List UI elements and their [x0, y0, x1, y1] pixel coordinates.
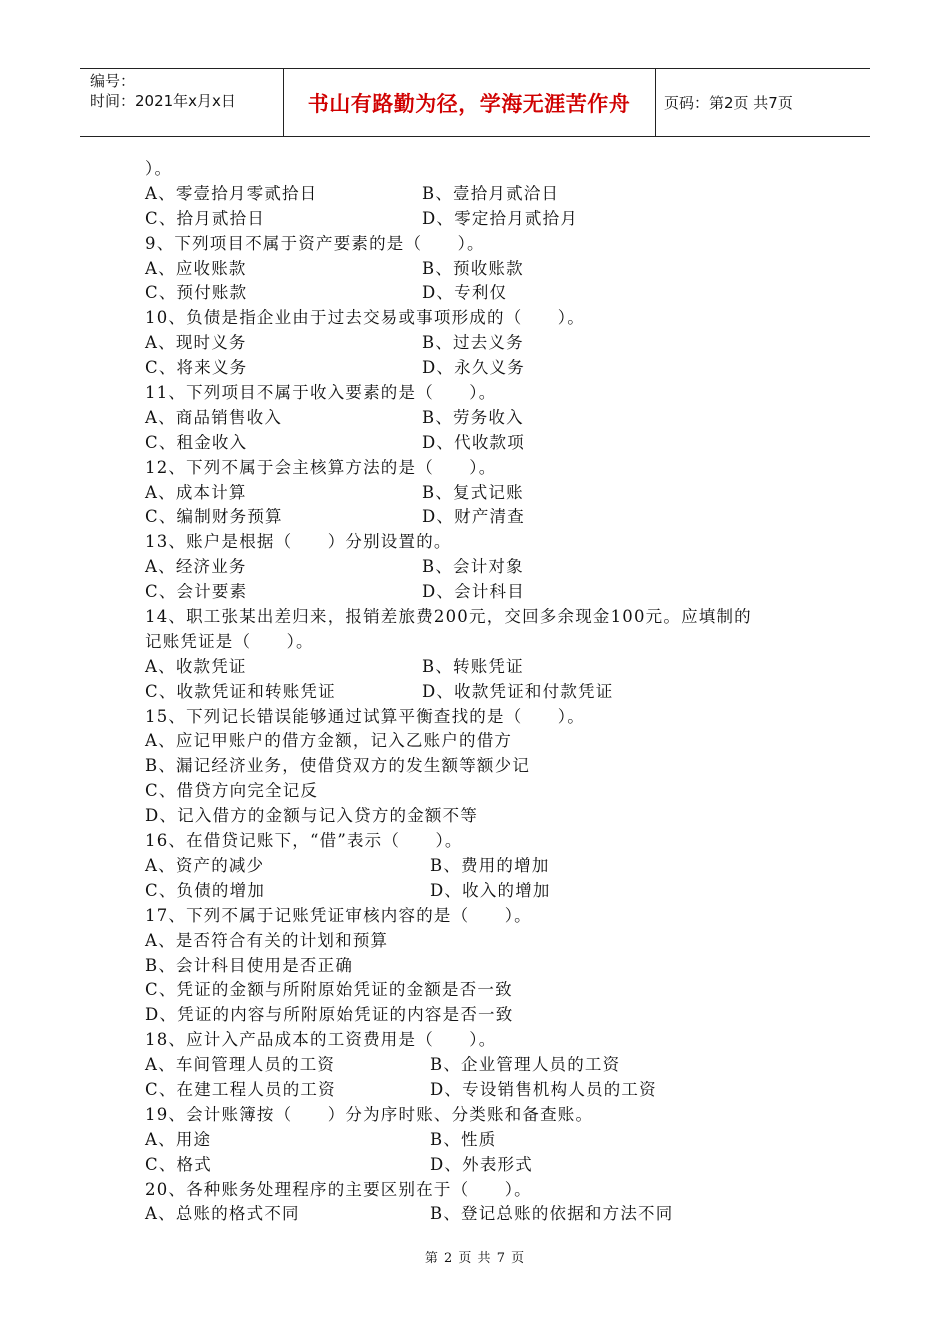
text-line: A、是否符合有关的计划和预算 [145, 930, 389, 950]
header-meta [80, 69, 284, 136]
option-row [145, 281, 825, 306]
option-right: D、专利仅 [422, 283, 508, 303]
option-right: B、性质 [430, 1129, 497, 1149]
option-right: B、壹拾月贰洽日 [422, 183, 560, 203]
text-line: B、漏记经济业务，使借贷双方的发生额等额少记 [145, 756, 531, 776]
option-left: C、预付账款 [145, 283, 248, 303]
page-code-text: 页码：第2页 共7页 [664, 94, 793, 112]
option-left: A、资产的减少 [145, 855, 265, 875]
text-line: 9、下列项目不属于资产要素的是（ ）。 [145, 233, 485, 253]
option-left: C、租金收入 [145, 432, 248, 452]
option-right: D、零定拾月贰拾月 [422, 208, 579, 228]
text-line: 10、负债是指企业由于过去交易或事项形成的（ ）。 [145, 308, 585, 328]
text-line: 19、会计账簿按（ ）分为序时账、分类账和备查账。 [145, 1104, 594, 1124]
option-row [145, 580, 825, 605]
option-row [145, 555, 825, 580]
option-right: D、财产清查 [422, 507, 525, 527]
option-row [145, 879, 825, 904]
option-row [145, 481, 825, 506]
text-line: ）。 [145, 159, 173, 178]
option-row [145, 182, 825, 207]
header-motto [283, 69, 656, 136]
text-line: A、应记甲账户的借方金额，记入乙账户的借方 [145, 731, 513, 751]
option-left: A、应收账款 [145, 258, 247, 278]
option-left: A、用途 [145, 1129, 212, 1149]
option-row [145, 1053, 825, 1078]
option-right: B、登记总账的依据和方法不同 [430, 1204, 674, 1224]
option-left: C、负债的增加 [145, 880, 266, 900]
text-line: 14、职工张某出差归来，报销差旅费200元，交回多余现金100元。应填制的 [145, 607, 752, 627]
option-row [145, 1128, 825, 1153]
text-line: 16、在借贷记账下，“借”表示（ ）。 [145, 831, 463, 851]
option-right: D、代收款项 [422, 432, 525, 452]
option-right: D、收入的增加 [430, 880, 551, 900]
option-left: A、现时义务 [145, 333, 247, 353]
text-line: D、记入借方的金额与记入贷方的金额不等 [145, 806, 479, 826]
option-right: D、专设销售机构人员的工资 [430, 1079, 657, 1099]
option-row [145, 1078, 825, 1103]
option-left: A、经济业务 [145, 557, 247, 577]
text-line: C、借贷方向完全记反 [145, 781, 319, 801]
option-row [145, 406, 825, 431]
option-row [145, 356, 825, 381]
text-line: 17、下列不属于记账凭证审核内容的是（ ）。 [145, 905, 532, 925]
option-left: C、在建工程人员的工资 [145, 1079, 336, 1099]
option-right: B、费用的增加 [430, 855, 550, 875]
option-left: A、总账的格式不同 [145, 1204, 300, 1224]
option-right: B、转账凭证 [422, 656, 524, 676]
option-row [145, 854, 825, 879]
option-right: B、过去义务 [422, 333, 524, 353]
motto-text: 书山有路勤为径，学海无涯苦作舟 [307, 91, 631, 116]
option-row [145, 1202, 825, 1227]
option-right: B、企业管理人员的工资 [430, 1055, 621, 1075]
text-line: 记账凭证是（ ）。 [145, 631, 314, 651]
option-right: D、收款凭证和付款凭证 [422, 681, 614, 701]
option-right: B、劳务收入 [422, 407, 524, 427]
option-row [145, 655, 825, 680]
option-row [145, 505, 825, 530]
document-time-label: 时间：2021年x月x日 [90, 92, 236, 110]
option-right: D、会计科目 [422, 582, 525, 602]
document-number-label: 编号： [90, 72, 136, 90]
text-line: 18、应计入产品成本的工资费用是（ ）。 [145, 1030, 497, 1050]
option-left: C、格式 [145, 1154, 212, 1174]
option-left: A、零壹拾月零贰拾日 [145, 183, 318, 203]
option-row [145, 680, 825, 705]
option-left: C、收款凭证和转账凭证 [145, 681, 336, 701]
option-left: C、会计要素 [145, 582, 248, 602]
option-left: A、车间管理人员的工资 [145, 1055, 336, 1075]
option-right: B、复式记账 [422, 482, 524, 502]
option-left: A、商品销售收入 [145, 407, 283, 427]
header-page-code [656, 69, 870, 136]
option-row [145, 331, 825, 356]
option-right: D、外表形式 [430, 1154, 533, 1174]
text-line: 13、账户是根据（ ）分别设置的。 [145, 532, 452, 552]
option-left: C、编制财务预算 [145, 507, 283, 527]
text-line: B、会计科目使用是否正确 [145, 955, 354, 975]
option-left: C、将来义务 [145, 358, 248, 378]
option-row [145, 207, 825, 232]
page-footer: 第 2 页 共 7 页 [424, 1251, 526, 1266]
text-line: 20、各种账务处理程序的主要区别在于（ ）。 [145, 1179, 532, 1199]
text-line: C、凭证的金额与所附原始凭证的金额是否一致 [145, 980, 513, 1000]
option-left: A、成本计算 [145, 482, 247, 502]
text-line: 12、下列不属于会主核算方法的是（ ）。 [145, 457, 497, 477]
page-header [80, 68, 870, 137]
question-body [145, 157, 825, 1227]
option-right: B、预收账款 [422, 258, 524, 278]
option-left: C、拾月贰拾日 [145, 208, 266, 228]
text-line: D、凭证的内容与所附原始凭证的内容是否一致 [145, 1005, 514, 1025]
option-row [145, 1153, 825, 1178]
text-line: 11、下列项目不属于收入要素的是（ ）。 [145, 383, 497, 403]
text-line: 15、下列记长错误能够通过试算平衡查找的是（ ）。 [145, 706, 585, 726]
option-row [145, 257, 825, 282]
option-row [145, 431, 825, 456]
option-right: B、会计对象 [422, 557, 524, 577]
option-left: A、收款凭证 [145, 656, 247, 676]
option-right: D、永久义务 [422, 358, 525, 378]
